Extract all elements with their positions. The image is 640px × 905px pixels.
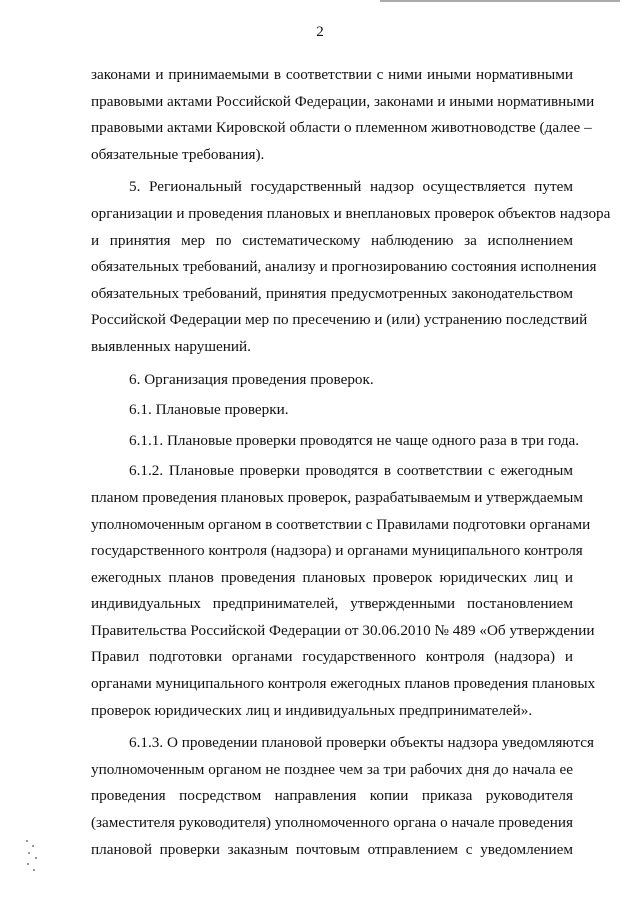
text-line: и принятия мер по систематическому наблюдению за исполнением — [91, 231, 573, 249]
text-line: уполномоченным органом не позднее чем за три рабочих дня до начала ее — [91, 760, 573, 778]
text-line: обязательные требования). — [91, 145, 265, 163]
text-line: уполномоченным органом в соответствии с Правилами подготовки органами — [91, 515, 591, 533]
text-line: планом проведения плановых проверок, разрабатываемым и утверждаемым — [91, 488, 583, 506]
text-line: проведения посредством направления копии приказа руководителя — [91, 787, 573, 805]
text-line: правовыми актами Кировской области о племенном животноводстве (далее – — [91, 119, 592, 137]
scan-noise-specks — [24, 838, 40, 878]
text-line: правовыми актами Российской Федерации, законами и иными нормативными — [91, 92, 595, 110]
text-line: законами и принимаемыми в соответствии с ними иными нормативными — [91, 66, 573, 83]
text-line: проверок юридических лиц и индивидуальных предпринимателей». — [91, 701, 533, 719]
text-line: Правительства Российской Федерации от 30.06.2010 № 489 «Об утверждении — [91, 621, 595, 639]
text-line: 6. Организация проведения проверок. — [129, 370, 374, 388]
text-line: выявленных нарушений. — [91, 337, 251, 355]
scan-edge-line — [380, 0, 620, 2]
text-line: (заместителя руководителя) уполномоченного органа о начале проведения — [91, 814, 573, 832]
text-line: ежегодных планов проведения плановых проверок юридических лиц и — [91, 568, 573, 586]
text-line: Российской Федерации мер по пресечению и (или) устранению последствий — [91, 311, 588, 329]
text-line: 6.1. Плановые проверки. — [129, 401, 289, 419]
text-line: плановой проверки заказным почтовым отправлением с уведомлением — [91, 840, 573, 858]
text-line: индивидуальных предпринимателей, утвержденными постановлением — [91, 595, 573, 613]
text-line: обязательных требований, принятия предусмотренных законодательством — [91, 284, 573, 302]
text-line: 6.1.3. О проведении плановой проверки объекты надзора уведомляются — [129, 734, 594, 752]
text-line: 5. Региональный государственный надзор осуществляется путем — [129, 178, 573, 196]
document-body — [91, 62, 611, 863]
text-line: обязательных требований, анализу и прогнозированию состояния исполнения — [91, 258, 597, 276]
text-line: организации и проведения плановых и внеплановых проверок объектов надзора — [91, 204, 611, 222]
text-line: 6.1.2. Плановые проверки проводятся в соответствии с ежегодным — [129, 462, 573, 480]
page-number: 2 — [316, 24, 324, 40]
text-line: 6.1.1. Плановые проверки проводятся не чаще одного раза в три года. — [129, 431, 580, 449]
text-line: органами муниципального контроля ежегодных планов проведения плановых — [91, 675, 596, 693]
text-line: государственного контроля (надзора) и органами муниципального контроля — [91, 542, 583, 560]
text-line: Правил подготовки органами государственного контроля (надзора) и — [91, 648, 573, 666]
